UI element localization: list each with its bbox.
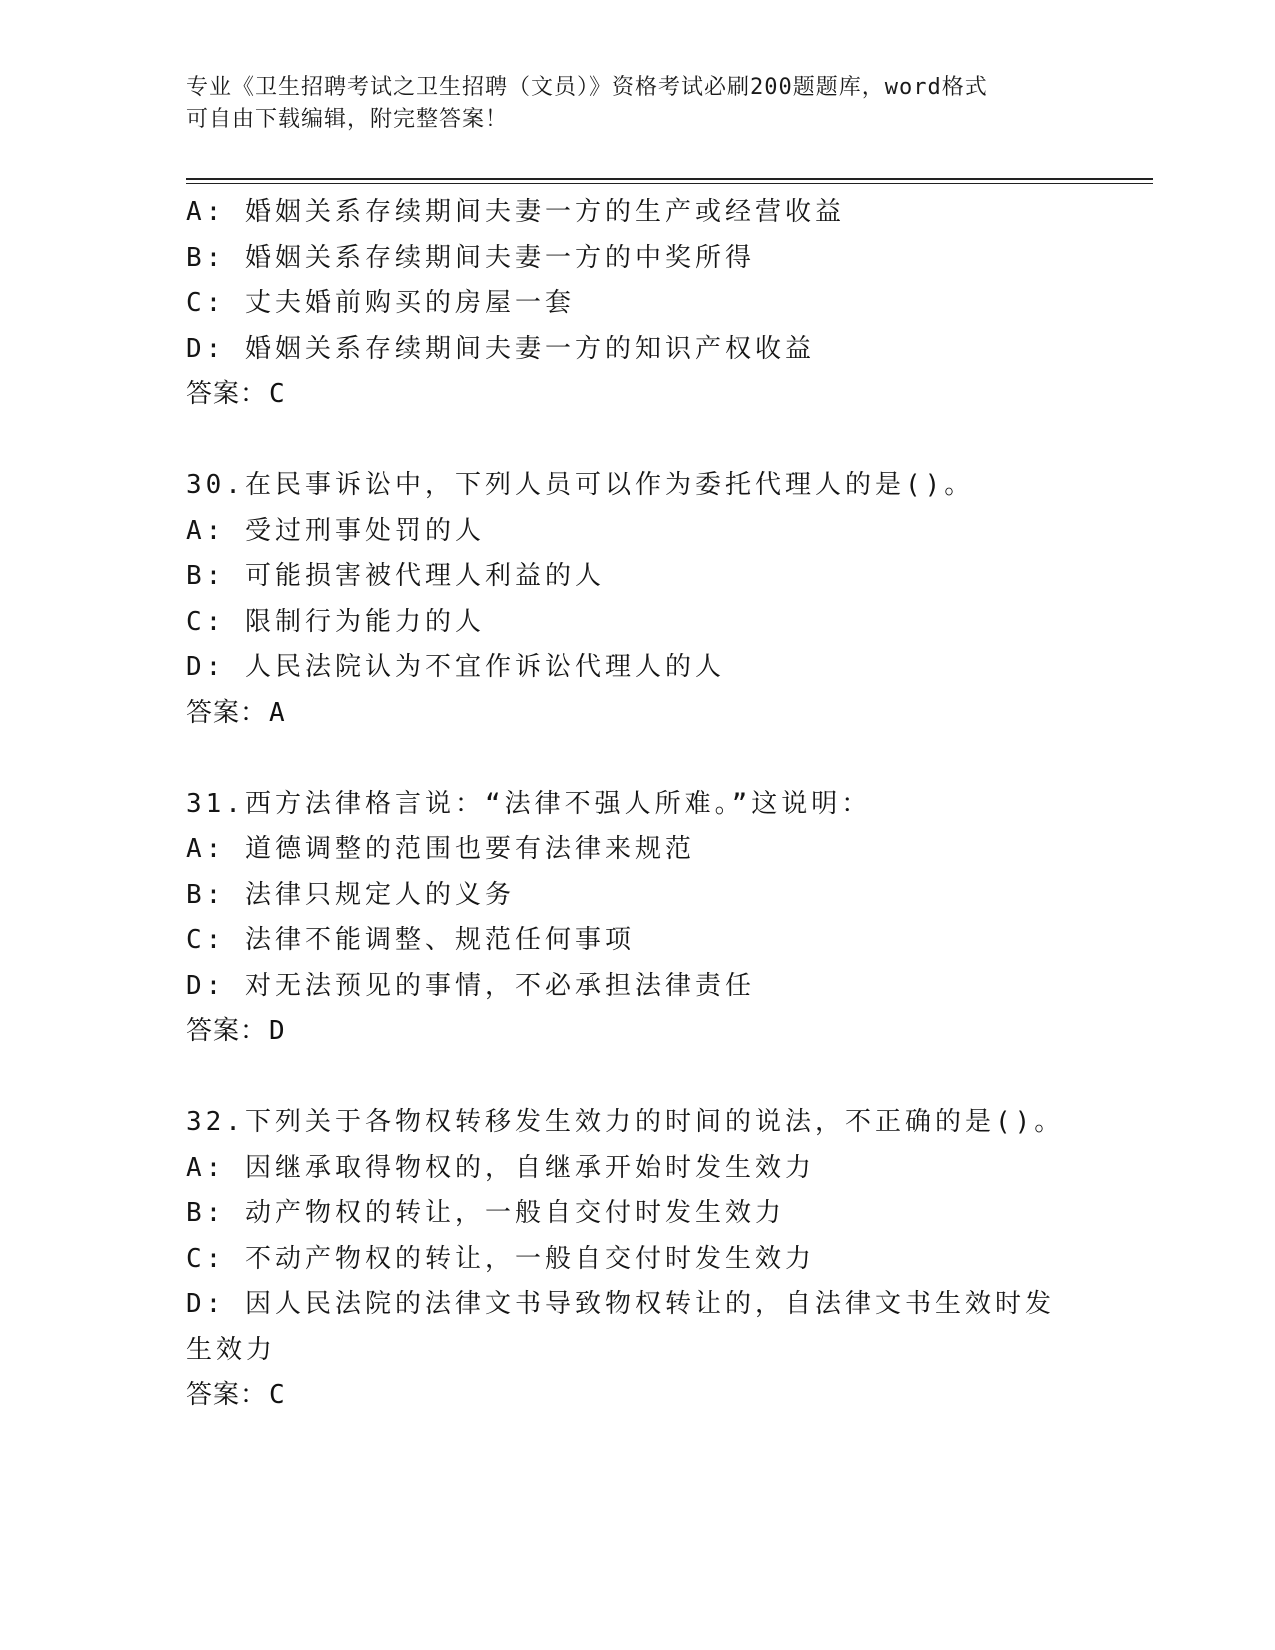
- header-title-line: 专业《卫生招聘考试之卫生招聘（文员）》资格考试必刷200题题库，word格式: [186, 75, 988, 100]
- option-c: C: 限制行为能力的人: [186, 606, 485, 637]
- header-divider-thick: [186, 178, 1153, 180]
- option-b: B: 动产物权的转让，一般自交付时发生效力: [186, 1198, 785, 1228]
- answer-label: 答案：: [186, 1380, 268, 1410]
- option-c: C: 法律不能调整、规范任何事项: [186, 925, 635, 955]
- answer-line: [186, 691, 1086, 737]
- question-stem: 31.西方法律格言说：“法律不强人所难。”这说明：: [186, 788, 872, 819]
- document-header: [186, 72, 1066, 136]
- question-31: [186, 782, 1086, 1055]
- option-b: B: 法律只规定人的义务: [186, 879, 515, 910]
- answer-line: [186, 372, 1086, 418]
- option-b: B: 婚姻关系存续期间夫妻一方的中奖所得: [186, 242, 755, 273]
- option-b: B: 可能损害被代理人利益的人: [186, 561, 605, 591]
- question-29: [186, 190, 1086, 418]
- option-d: D: 对无法预见的事情，不必承担法律责任: [186, 970, 755, 1001]
- answer-line: [186, 1009, 1086, 1055]
- spacer: [186, 418, 1086, 464]
- question-30: [186, 463, 1086, 736]
- question-stem: 30.在民事诉讼中，下列人员可以作为委托代理人的是()。: [186, 470, 975, 500]
- question-list: [186, 190, 1086, 1419]
- answer-value: A: [269, 697, 286, 728]
- header-divider-thin: [186, 183, 1153, 184]
- option-a: A: 因继承取得物权的，自继承开始时发生效力: [186, 1152, 815, 1183]
- question-stem: 32.下列关于各物权转移发生效力的时间的说法，不正确的是()。: [186, 1107, 1065, 1137]
- option-d: D: 婚姻关系存续期间夫妻一方的知识产权收益: [186, 333, 815, 364]
- answer-value: C: [269, 1380, 286, 1410]
- question-32: [186, 1100, 1086, 1419]
- spacer: [186, 736, 1086, 782]
- spacer: [186, 1055, 1086, 1101]
- option-a: A: 道德调整的范围也要有法律来规范: [186, 834, 695, 864]
- header-subtitle-line: 可自由下载编辑，附完整答案！: [186, 107, 509, 132]
- answer-label: 答案：: [186, 697, 268, 728]
- option-c: C: 不动产物权的转让，一般自交付时发生效力: [186, 1243, 815, 1274]
- answer-label: 答案：: [186, 1016, 268, 1046]
- option-a: A: 受过刑事处罚的人: [186, 515, 485, 546]
- option-d: D: 人民法院认为不宜作诉讼代理人的人: [186, 652, 725, 682]
- option-a: A: 婚姻关系存续期间夫妻一方的生产或经营收益: [186, 197, 845, 227]
- answer-label: 答案：: [186, 379, 268, 409]
- option-c: C: 丈夫婚前购买的房屋一套: [186, 288, 575, 318]
- answer-value: C: [269, 379, 286, 409]
- answer-line: [186, 1373, 1086, 1419]
- answer-value: D: [269, 1016, 286, 1046]
- option-d: D: 因人民法院的法律文书导致物权转让的，自法律文书生效时发生效力: [186, 1289, 1055, 1365]
